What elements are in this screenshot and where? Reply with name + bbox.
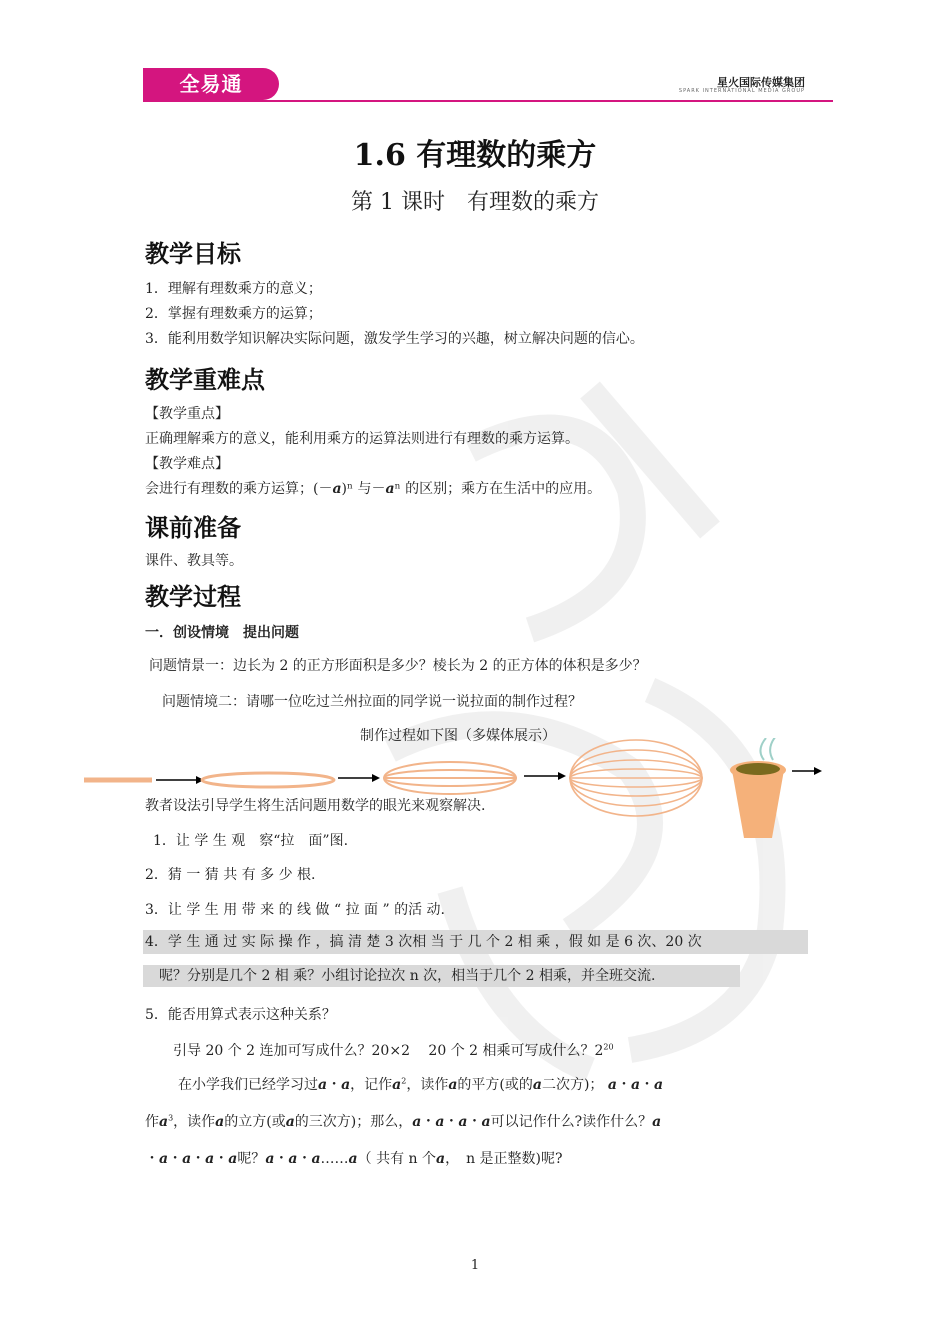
figure-caption: 制作过程如下图（多媒体展示）: [360, 728, 556, 744]
header-divider: [143, 100, 833, 102]
key-point-label: 【教学重点】: [145, 406, 229, 422]
key-points-heading: 教学重难点: [145, 366, 265, 394]
arrow-4: [792, 767, 822, 775]
objectives-heading: 教学目标: [145, 240, 241, 268]
difficult-point-text: 会进行有理数的乘方运算；(－a)ⁿ 与－aⁿ 的区别；乘方在生活中的应用。: [145, 481, 602, 497]
power-intro-line: 在小学我们已经学习过a・a，记作$a^2$，读作a的平方(或的a二次方)； a・a・a: [178, 1076, 664, 1093]
objective-item: 3．能利用数学知识解决实际问题，激发学生学习的兴趣，树立解决问题的信心。: [145, 331, 644, 347]
prep-text: 课件、教具等。: [145, 553, 243, 569]
teacher-guidance: 教者设法引导学生将生活问题用数学的眼光来观察解决.: [145, 798, 486, 814]
arrow-2: [338, 774, 380, 782]
publisher-subtitle: SPARK INTERNATIONAL MEDIA GROUP: [678, 88, 805, 94]
key-point-text: 正确理解乘方的意义，能利用乘方的运算法则进行有理数的乘方运算。: [145, 431, 579, 447]
page-title: 1.6 有理数的乘方: [353, 138, 597, 173]
objective-item: 1．理解有理数乘方的意义；: [145, 281, 322, 297]
arrow-1: [156, 776, 204, 784]
arrow-3: [524, 772, 566, 780]
brand-logo: 全易通: [143, 68, 279, 100]
noodle-bowl: [730, 738, 786, 838]
noodle-stage-2: [384, 762, 516, 794]
page-subtitle: 第 1 课时 有理数的乘方: [351, 190, 599, 215]
activity-step-4-line1: 4．学 生 通 过 实 际 操 作 ，搞 清 楚 3 次相 当 于 几 个 2 相 乘 ，假 如 是 6 次、20 次: [143, 930, 808, 954]
process-subheading: 一．创设情境 提出问题: [145, 625, 299, 641]
noodle-stage-1: [202, 773, 334, 787]
activity-step-1: 1．让 学 生 观 察“拉 面”图.: [153, 833, 349, 849]
noodle-stage-3: [570, 740, 702, 816]
scenario-one: 问题情景一：边长为 2 的正方形面积是多少？棱长为 2 的正方体的体积是多少？: [149, 658, 647, 674]
activity-step-3: 3．让 学 生 用 带 来 的 线 做 “ 拉 面 ” 的活 动.: [145, 902, 445, 918]
power-cube-line: 作$a^3$，读作a的立方(或a的三次方)；那么，a・a・a・a可以记作什么?读作什么？a: [145, 1113, 662, 1130]
power-general-line: ・a・a・a・a呢？a・a・a……a（ 共有 n 个a， n 是正整数)呢?: [145, 1151, 563, 1167]
publisher-name: 星火国际传媒集团: [717, 76, 805, 89]
page-number: 1: [470, 1258, 480, 1273]
prep-heading: 课前准备: [145, 514, 241, 542]
scenario-two: 问题情境二：请哪一位吃过兰州拉面的同学说一说拉面的制作过程？: [162, 694, 582, 710]
activity-step-4-line2: 呢？分别是几个 2 相 乘？小组讨论拉次 n 次，相当于几个 2 相乘，并全班交流.: [143, 965, 740, 987]
process-heading: 教学过程: [145, 583, 241, 611]
activity-step-5: 5．能否用算式表示这种关系？: [145, 1007, 336, 1023]
guide-question: 引导 20 个 2 连加可写成什么？20×2 20 个 2 相乘可写成什么？$2^{20}$: [173, 1042, 614, 1059]
difficult-point-label: 【教学难点】: [145, 456, 229, 472]
objective-item: 2．掌握有理数乘方的运算；: [145, 306, 322, 322]
activity-step-2: 2．猜 一 猜 共 有 多 少 根.: [145, 867, 316, 883]
